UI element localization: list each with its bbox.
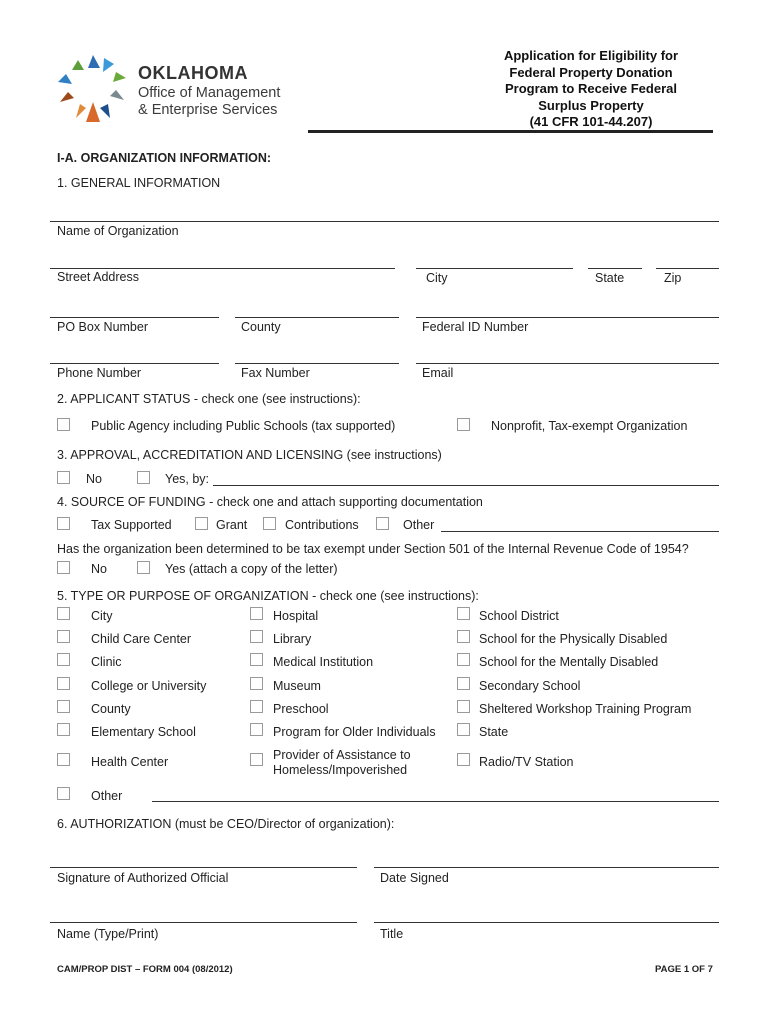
zip-field[interactable] [656,268,719,269]
type-option-label: Homeless/Impoverished [273,763,408,777]
title-line: (41 CFR 101-44.207) [529,114,653,129]
type-medical-checkbox[interactable] [250,653,263,666]
public-agency-checkbox[interactable] [57,418,70,431]
title-label: Title [380,927,404,941]
type-other-label: Other [91,789,123,803]
contributions-label: Contributions [285,518,359,532]
tax-exempt-yes-label: Yes (attach a copy of the letter) [165,562,338,576]
type-option-label: State [479,725,509,739]
type-secondary-school-checkbox[interactable] [457,677,470,690]
type-option-label: School District [479,609,559,623]
po-box-label: PO Box Number [57,320,149,334]
type-option-label: College or University [91,679,207,693]
type-option-label: Preschool [273,702,329,716]
type-option-label: City [91,609,113,623]
tax-supported-checkbox[interactable] [57,517,70,530]
date-signed-field[interactable] [374,867,719,868]
phone-field[interactable] [50,363,219,364]
org-name-label: Name of Organization [57,224,179,238]
tax-supported-label: Tax Supported [91,518,172,532]
general-info-heading: 1. GENERAL INFORMATION [57,176,221,190]
type-elementary-checkbox[interactable] [57,723,70,736]
title-line: Federal Property Donation [509,64,673,80]
type-option-label: Secondary School [479,679,581,693]
type-museum-checkbox[interactable] [250,677,263,690]
federal-id-label: Federal ID Number [422,320,529,334]
type-physically-disabled-checkbox[interactable] [457,630,470,643]
approval-no-label: No [86,472,102,486]
contributions-checkbox[interactable] [263,517,276,530]
type-option-label: School for the Physically Disabled [479,632,668,646]
type-option-label: Clinic [91,655,122,669]
nonprofit-label: Nonprofit, Tax-exempt Organization [491,419,688,433]
type-option-label: Provider of Assistance to [273,748,411,762]
funding-other-checkbox[interactable] [376,517,389,530]
po-box-field[interactable] [50,317,219,318]
federal-id-field[interactable] [416,317,719,318]
fax-field[interactable] [235,363,399,364]
type-option-label: Elementary School [91,725,196,739]
funding-heading: 4. SOURCE OF FUNDING - check one and attach supporting documentation [57,495,483,509]
type-radio-tv-checkbox[interactable] [457,753,470,766]
form-title [470,48,712,131]
name-print-field[interactable] [50,922,357,923]
title-line: Application for Eligibility for [503,48,679,63]
approval-yes-checkbox[interactable] [137,471,150,484]
type-option-label: Child Care Center [91,632,192,646]
applicant-status-heading: 2. APPLICANT STATUS - check one (see instructions): [57,392,361,406]
tax-exempt-question: Has the organization been determined to be tax exempt under Section 501 of the Internal Revenue Code of 1954? [57,542,689,556]
public-agency-label: Public Agency including Public Schools (tax supported) [91,419,396,433]
tax-exempt-yes-checkbox[interactable] [137,561,150,574]
type-option-label: County [91,702,131,716]
type-other-field[interactable] [152,801,719,802]
type-college-checkbox[interactable] [57,677,70,690]
grant-label: Grant [216,518,248,532]
zip-label: Zip [664,271,682,285]
type-child-care-checkbox[interactable] [57,630,70,643]
type-clinic-checkbox[interactable] [57,653,70,666]
logo-line-2: Office of Management [138,85,281,101]
signature-label: Signature of Authorized Official [57,871,229,885]
type-sheltered-workshop-checkbox[interactable] [457,700,470,713]
street-address-field[interactable] [50,268,395,269]
type-option-label: Radio/TV Station [479,755,574,769]
type-option-label: Health Center [91,755,169,769]
email-label: Email [422,366,454,380]
type-option-label: Library [273,632,312,646]
tax-exempt-no-checkbox[interactable] [57,561,70,574]
type-option-label: School for the Mentally Disabled [479,655,659,669]
state-field[interactable] [588,268,642,269]
logo-line-1: OKLAHOMA [138,63,248,83]
street-address-label: Street Address [57,270,139,284]
type-state-checkbox[interactable] [457,723,470,736]
approval-no-checkbox[interactable] [57,471,70,484]
nonprofit-checkbox[interactable] [457,418,470,431]
type-option-label: Medical Institution [273,655,374,669]
approval-by-field[interactable] [213,485,719,486]
title-line: Program to Receive Federal [505,81,677,96]
authorization-heading: 6. AUTHORIZATION (must be CEO/Director of organization): [57,817,395,831]
signature-field[interactable] [50,867,357,868]
type-option-label: Museum [273,679,321,693]
type-hospital-checkbox[interactable] [250,607,263,620]
logo-line-3: & Enterprise Services [138,102,278,118]
type-city-checkbox[interactable] [57,607,70,620]
org-name-field[interactable] [50,221,719,222]
state-label: State [595,271,625,285]
type-option-label: Sheltered Workshop Training Program [479,702,692,716]
omes-logo [58,52,308,124]
logo-star-icon [58,52,128,124]
type-preschool-checkbox[interactable] [250,700,263,713]
tax-exempt-no-label: No [91,562,107,576]
phone-label: Phone Number [57,366,142,380]
type-health-center-checkbox[interactable] [57,753,70,766]
type-county-checkbox[interactable] [57,700,70,713]
funding-other-label: Other [403,518,435,532]
type-homeless-checkbox[interactable] [250,753,263,766]
type-other-checkbox[interactable] [57,787,70,800]
city-field[interactable] [416,268,573,269]
form-id: CAM/PROP DIST – FORM 004 (08/2012) [57,964,233,975]
fax-label: Fax Number [241,366,310,380]
funding-other-field[interactable] [441,531,719,532]
date-signed-label: Date Signed [380,871,449,885]
page-number: PAGE 1 OF 7 [655,964,713,975]
type-option-label: Program for Older Individuals [273,725,436,739]
grant-checkbox[interactable] [195,517,208,530]
approval-heading: 3. APPROVAL, ACCREDITATION AND LICENSING (see instructions) [57,448,442,462]
email-field[interactable] [416,363,719,364]
type-library-checkbox[interactable] [250,630,263,643]
title-field[interactable] [374,922,719,923]
type-school-district-checkbox[interactable] [457,607,470,620]
name-print-label: Name (Type/Print) [57,927,159,941]
approval-yes-label: Yes, by: [165,472,210,486]
type-option-label: Hospital [273,609,319,623]
city-label: City [426,271,448,285]
type-mentally-disabled-checkbox[interactable] [457,653,470,666]
section-heading: I-A. ORGANIZATION INFORMATION: [57,151,272,165]
county-field[interactable] [235,317,399,318]
type-heading: 5. TYPE OR PURPOSE OF ORGANIZATION - check one (see instructions): [57,589,479,603]
county-label: County [241,320,281,334]
type-older-individuals-checkbox[interactable] [250,723,263,736]
header-rule [308,130,713,133]
title-line: Surplus Property [538,97,644,113]
